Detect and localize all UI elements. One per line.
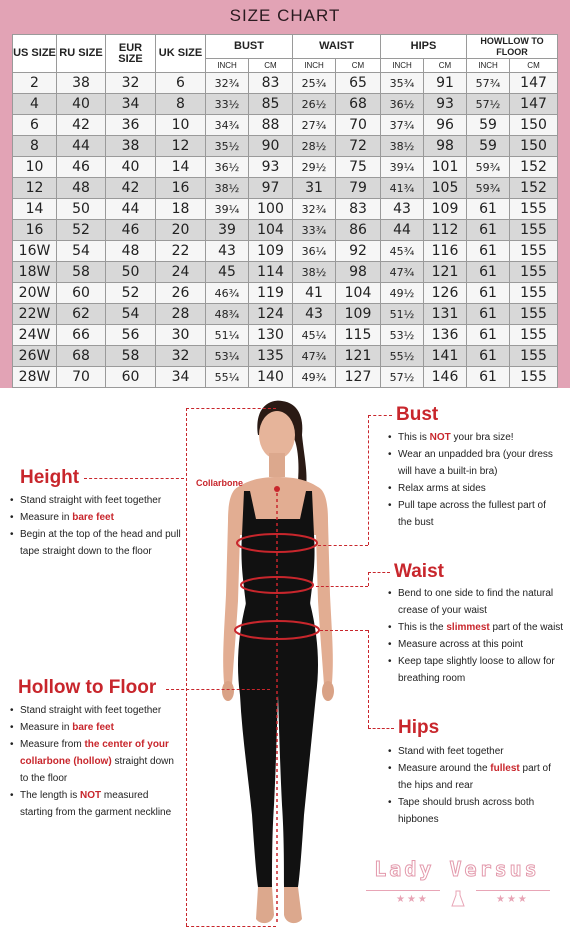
instruction-text: part of the waist xyxy=(489,622,564,633)
table-cell: 97 xyxy=(249,178,293,199)
table-cell: 18 xyxy=(156,199,206,220)
instruction-text: Measure in xyxy=(20,512,73,523)
highlighted-text: bare feet xyxy=(72,722,114,733)
table-cell: 70 xyxy=(336,115,381,136)
bust-leader-top xyxy=(368,415,392,416)
table-cell: 34 xyxy=(106,94,156,115)
table-cell: 105 xyxy=(424,178,467,199)
table-cell: 61 xyxy=(467,262,510,283)
table-cell: 119 xyxy=(249,283,293,304)
brand-stars-left: ★★★ xyxy=(396,894,429,905)
table-cell: 109 xyxy=(336,304,381,325)
table-cell: 25¾ xyxy=(293,73,336,94)
table-cell: 30 xyxy=(156,325,206,346)
table-cell: 38 xyxy=(106,136,156,157)
table-cell: 85 xyxy=(249,94,293,115)
table-cell: 59 xyxy=(467,136,510,157)
table-cell: 61 xyxy=(467,346,510,367)
table-row xyxy=(13,325,558,346)
table-row xyxy=(13,283,558,304)
table-cell: 155 xyxy=(510,325,558,346)
table-cell: 53½ xyxy=(381,325,424,346)
table-row xyxy=(13,136,558,157)
table-cell: 66 xyxy=(57,325,106,346)
table-cell: 4 xyxy=(13,94,57,115)
hollow-instruction-item xyxy=(10,736,182,787)
highlighted-text: NOT xyxy=(429,432,451,443)
instruction-text: Stand straight with feet together xyxy=(20,495,162,506)
table-cell: 32 xyxy=(156,346,206,367)
table-cell: 27¾ xyxy=(293,115,336,136)
hips-instruction-item xyxy=(388,760,560,794)
hollow-instruction-item xyxy=(10,702,182,719)
table-cell: 65 xyxy=(336,73,381,94)
table-row xyxy=(13,115,558,136)
table-cell: 34 xyxy=(156,367,206,388)
table-cell: 141 xyxy=(424,346,467,367)
table-cell: 155 xyxy=(510,346,558,367)
instruction-text: Tape should brush across both hipbones xyxy=(398,797,535,825)
table-cell: 2 xyxy=(13,73,57,94)
table-cell: 47¾ xyxy=(381,262,424,283)
hollow-to-floor-heading: Hollow to Floor xyxy=(18,677,157,698)
bust-instruction-item xyxy=(388,429,560,446)
table-cell: 152 xyxy=(510,157,558,178)
table-cell: 22W xyxy=(13,304,57,325)
table-row xyxy=(13,241,558,262)
table-cell: 150 xyxy=(510,115,558,136)
table-cell: 61 xyxy=(467,367,510,388)
table-cell: 43 xyxy=(206,241,249,262)
table-cell: 46¾ xyxy=(206,283,249,304)
header-inch: INCH xyxy=(467,59,510,73)
table-cell: 88 xyxy=(249,115,293,136)
dress-icon xyxy=(450,890,466,908)
hips-instruction-item xyxy=(388,743,560,760)
header-bust: BUST xyxy=(206,35,293,59)
hips-heading: Hips xyxy=(398,717,440,738)
table-cell: 38½ xyxy=(293,262,336,283)
waist-instruction-item xyxy=(388,653,564,687)
table-cell: 24 xyxy=(156,262,206,283)
bust-instruction-item xyxy=(388,497,560,531)
table-cell: 32¾ xyxy=(206,73,249,94)
table-cell: 26½ xyxy=(293,94,336,115)
table-row xyxy=(13,178,558,199)
brand-divider-right xyxy=(476,890,550,891)
table-cell: 44 xyxy=(57,136,106,157)
table-cell: 46 xyxy=(57,157,106,178)
table-cell: 61 xyxy=(467,199,510,220)
table-cell: 46 xyxy=(106,220,156,241)
hips-leader-bottom xyxy=(368,728,394,729)
height-instruction-item xyxy=(10,509,182,526)
table-cell: 39¼ xyxy=(381,157,424,178)
table-cell: 33¾ xyxy=(293,220,336,241)
table-cell: 14 xyxy=(13,199,57,220)
table-cell: 155 xyxy=(510,283,558,304)
instruction-text: Begin at the top of the head and pull tape straight down to the floor xyxy=(20,529,181,557)
table-cell: 127 xyxy=(336,367,381,388)
table-cell: 16 xyxy=(156,178,206,199)
brand-divider-left xyxy=(366,890,440,891)
height-bottom-line xyxy=(186,926,276,927)
chart-title: SIZE CHART xyxy=(229,6,341,25)
table-cell: 36½ xyxy=(381,94,424,115)
height-tape-line xyxy=(186,408,187,926)
instruction-text: Wear an unpadded bra (your dress will have a built-in bra) xyxy=(398,449,553,477)
bust-leader-vertical xyxy=(368,415,369,545)
header-cm: CM xyxy=(424,59,467,73)
waist-instruction-item xyxy=(388,636,564,653)
instruction-text: Stand straight with feet together xyxy=(20,705,162,716)
table-cell: 38½ xyxy=(381,136,424,157)
table-cell: 57¾ xyxy=(467,73,510,94)
hips-leader-vertical xyxy=(368,630,369,728)
table-cell: 130 xyxy=(249,325,293,346)
table-cell: 131 xyxy=(424,304,467,325)
table-row xyxy=(13,304,558,325)
waist-leader-top xyxy=(368,572,390,573)
instruction-text: Relax arms at sides xyxy=(398,483,486,494)
table-cell: 147 xyxy=(510,73,558,94)
waist-leader-vertical xyxy=(368,572,369,586)
table-cell: 42 xyxy=(106,178,156,199)
size-table xyxy=(12,34,558,388)
table-cell: 35½ xyxy=(206,136,249,157)
instruction-text: Measure from xyxy=(20,739,85,750)
table-cell: 40 xyxy=(57,94,106,115)
table-cell: 60 xyxy=(106,367,156,388)
size-table-body xyxy=(13,73,558,388)
height-instructions xyxy=(10,492,182,560)
table-cell: 75 xyxy=(336,157,381,178)
table-cell: 45¾ xyxy=(381,241,424,262)
table-cell: 50 xyxy=(106,262,156,283)
table-cell: 52 xyxy=(57,220,106,241)
table-cell: 16W xyxy=(13,241,57,262)
table-cell: 83 xyxy=(336,199,381,220)
table-cell: 41¾ xyxy=(381,178,424,199)
table-cell: 38½ xyxy=(206,178,249,199)
instruction-text: your bra size! xyxy=(450,432,514,443)
bust-instructions xyxy=(388,429,560,531)
bust-instruction-item xyxy=(388,446,560,480)
table-cell: 126 xyxy=(424,283,467,304)
table-cell: 98 xyxy=(336,262,381,283)
table-cell: 112 xyxy=(424,220,467,241)
table-cell: 45 xyxy=(206,262,249,283)
table-row xyxy=(13,94,558,115)
table-cell: 115 xyxy=(336,325,381,346)
collarbone-label: Collarbone xyxy=(196,478,244,488)
table-cell: 43 xyxy=(293,304,336,325)
table-cell: 51½ xyxy=(381,304,424,325)
instruction-text: Stand with feet together xyxy=(398,746,504,757)
table-cell: 48 xyxy=(106,241,156,262)
instruction-text: measured starting from the garment neckline xyxy=(20,790,172,818)
table-cell: 136 xyxy=(424,325,467,346)
header-hollow-to-floor: HOWLLOW TO FLOOR xyxy=(467,35,558,59)
header-hips: HIPS xyxy=(381,35,467,59)
table-cell: 12 xyxy=(156,136,206,157)
table-cell: 36¼ xyxy=(293,241,336,262)
table-cell: 101 xyxy=(424,157,467,178)
table-cell: 93 xyxy=(424,94,467,115)
table-cell: 42 xyxy=(57,115,106,136)
table-cell: 59¾ xyxy=(467,178,510,199)
table-cell: 96 xyxy=(424,115,467,136)
table-cell: 68 xyxy=(336,94,381,115)
table-cell: 26 xyxy=(156,283,206,304)
table-cell: 8 xyxy=(13,136,57,157)
table-cell: 140 xyxy=(249,367,293,388)
hips-instructions xyxy=(388,743,560,828)
table-cell: 61 xyxy=(467,283,510,304)
model-figure xyxy=(180,395,380,934)
table-row xyxy=(13,346,558,367)
height-instruction-item xyxy=(10,526,182,560)
bust-instruction-item xyxy=(388,480,560,497)
table-row xyxy=(13,199,558,220)
table-cell: 33½ xyxy=(206,94,249,115)
highlighted-text: NOT xyxy=(80,790,102,801)
table-cell: 61 xyxy=(467,304,510,325)
height-leader-line xyxy=(84,478,184,479)
table-cell: 26W xyxy=(13,346,57,367)
table-cell: 28½ xyxy=(293,136,336,157)
table-cell: 48¾ xyxy=(206,304,249,325)
table-cell: 58 xyxy=(57,262,106,283)
header-uk-size: UK SIZE xyxy=(156,35,206,73)
table-cell: 146 xyxy=(424,367,467,388)
height-top-line xyxy=(186,408,276,409)
header-ru-size: RU SIZE xyxy=(57,35,106,73)
table-cell: 155 xyxy=(510,199,558,220)
table-cell: 58 xyxy=(106,346,156,367)
table-cell: 50 xyxy=(57,199,106,220)
table-row xyxy=(13,367,558,388)
table-cell: 40 xyxy=(106,157,156,178)
table-cell: 109 xyxy=(249,241,293,262)
instruction-text: Pull tape across the fullest part of the bust xyxy=(398,500,546,528)
table-cell: 90 xyxy=(249,136,293,157)
header-waist: WAIST xyxy=(293,35,381,59)
table-cell: 49¾ xyxy=(293,367,336,388)
table-cell: 55¼ xyxy=(206,367,249,388)
table-cell: 32 xyxy=(106,73,156,94)
table-cell: 121 xyxy=(424,262,467,283)
hollow-leader-line xyxy=(166,689,270,690)
hollow-to-floor-instructions xyxy=(10,702,182,821)
waist-instructions xyxy=(388,585,564,687)
table-cell: 28 xyxy=(156,304,206,325)
table-cell: 60 xyxy=(57,283,106,304)
table-cell: 57½ xyxy=(467,94,510,115)
hips-leader-top xyxy=(320,630,368,631)
brand-stars-right: ★★★ xyxy=(496,894,529,905)
table-cell: 6 xyxy=(156,73,206,94)
header-cm: CM xyxy=(249,59,293,73)
table-cell: 79 xyxy=(336,178,381,199)
size-chart-panel xyxy=(0,0,570,388)
table-cell: 104 xyxy=(336,283,381,304)
table-cell: 59¾ xyxy=(467,157,510,178)
table-cell: 47¾ xyxy=(293,346,336,367)
instruction-text: Bend to one side to find the natural crease of your waist xyxy=(398,588,554,616)
table-cell: 44 xyxy=(381,220,424,241)
table-cell: 10 xyxy=(156,115,206,136)
height-instruction-item xyxy=(10,492,182,509)
table-cell: 61 xyxy=(467,220,510,241)
highlighted-text: slimmest xyxy=(446,622,490,633)
table-cell: 49½ xyxy=(381,283,424,304)
instruction-text: straight down to the floor xyxy=(20,756,174,784)
instruction-text: part of the hips and rear xyxy=(398,763,551,791)
table-cell: 38 xyxy=(57,73,106,94)
table-cell: 52 xyxy=(106,283,156,304)
table-cell: 14 xyxy=(156,157,206,178)
table-cell: 16 xyxy=(13,220,57,241)
table-cell: 31 xyxy=(293,178,336,199)
highlighted-text: the center of your collarbone (hollow) xyxy=(20,739,169,767)
table-row xyxy=(13,73,558,94)
table-cell: 29½ xyxy=(293,157,336,178)
table-cell: 124 xyxy=(249,304,293,325)
table-cell: 152 xyxy=(510,178,558,199)
table-cell: 155 xyxy=(510,262,558,283)
table-cell: 10 xyxy=(13,157,57,178)
table-cell: 62 xyxy=(57,304,106,325)
highlighted-text: bare feet xyxy=(72,512,114,523)
table-cell: 135 xyxy=(249,346,293,367)
table-cell: 114 xyxy=(249,262,293,283)
waist-heading: Waist xyxy=(394,561,444,582)
table-cell: 57½ xyxy=(381,367,424,388)
table-cell: 12 xyxy=(13,178,57,199)
table-cell: 72 xyxy=(336,136,381,157)
table-row xyxy=(13,262,558,283)
table-cell: 54 xyxy=(57,241,106,262)
table-cell: 150 xyxy=(510,136,558,157)
table-cell: 104 xyxy=(249,220,293,241)
table-cell: 32¾ xyxy=(293,199,336,220)
table-cell: 36 xyxy=(106,115,156,136)
header-inch: INCH xyxy=(293,59,336,73)
table-row xyxy=(13,220,558,241)
header-inch: INCH xyxy=(381,59,424,73)
table-cell: 155 xyxy=(510,304,558,325)
header-cm: CM xyxy=(336,59,381,73)
table-cell: 45¼ xyxy=(293,325,336,346)
header-eur-size: EUR SIZE xyxy=(106,35,156,73)
table-cell: 98 xyxy=(424,136,467,157)
table-cell: 155 xyxy=(510,220,558,241)
table-row xyxy=(13,157,558,178)
instruction-text: This is xyxy=(398,432,430,443)
table-cell: 55½ xyxy=(381,346,424,367)
hips-instruction-item xyxy=(388,794,560,828)
waist-leader-bottom xyxy=(316,586,368,587)
height-heading: Height xyxy=(20,467,80,488)
header-inch: INCH xyxy=(206,59,249,73)
table-cell: 109 xyxy=(424,199,467,220)
table-cell: 43 xyxy=(381,199,424,220)
bust-leader-bottom xyxy=(318,545,368,546)
table-cell: 92 xyxy=(336,241,381,262)
instruction-text: Measure across at this point xyxy=(398,639,524,650)
table-cell: 100 xyxy=(249,199,293,220)
table-cell: 48 xyxy=(57,178,106,199)
table-cell: 41 xyxy=(293,283,336,304)
table-cell: 44 xyxy=(106,199,156,220)
table-cell: 35¾ xyxy=(381,73,424,94)
table-cell: 155 xyxy=(510,367,558,388)
table-cell: 51¼ xyxy=(206,325,249,346)
table-cell: 116 xyxy=(424,241,467,262)
table-cell: 91 xyxy=(424,73,467,94)
table-cell: 28W xyxy=(13,367,57,388)
table-cell: 20 xyxy=(156,220,206,241)
table-cell: 61 xyxy=(467,325,510,346)
waist-instruction-item xyxy=(388,619,564,636)
table-cell: 8 xyxy=(156,94,206,115)
table-cell: 68 xyxy=(57,346,106,367)
table-cell: 61 xyxy=(467,241,510,262)
highlighted-text: fullest xyxy=(490,763,520,774)
table-cell: 155 xyxy=(510,241,558,262)
table-cell: 56 xyxy=(106,325,156,346)
table-cell: 121 xyxy=(336,346,381,367)
bust-heading: Bust xyxy=(396,404,439,425)
table-cell: 70 xyxy=(57,367,106,388)
instruction-text: Measure around the xyxy=(398,763,491,774)
table-cell: 39 xyxy=(206,220,249,241)
header-us-size: US SIZE xyxy=(13,35,57,73)
instruction-text: This is the xyxy=(398,622,447,633)
table-cell: 93 xyxy=(249,157,293,178)
table-cell: 39¼ xyxy=(206,199,249,220)
table-cell: 34¾ xyxy=(206,115,249,136)
table-cell: 20W xyxy=(13,283,57,304)
table-cell: 53¼ xyxy=(206,346,249,367)
table-cell: 6 xyxy=(13,115,57,136)
hollow-instruction-item xyxy=(10,719,182,736)
table-cell: 86 xyxy=(336,220,381,241)
waist-instruction-item xyxy=(388,585,564,619)
table-cell: 37¾ xyxy=(381,115,424,136)
table-cell: 36½ xyxy=(206,157,249,178)
table-cell: 83 xyxy=(249,73,293,94)
header-cm: CM xyxy=(510,59,558,73)
brand-logo: Lady Versus xyxy=(374,857,540,881)
table-cell: 147 xyxy=(510,94,558,115)
instruction-text: Measure in xyxy=(20,722,73,733)
instruction-text: The length is xyxy=(20,790,81,801)
table-cell: 22 xyxy=(156,241,206,262)
table-cell: 59 xyxy=(467,115,510,136)
instruction-text: Keep tape slightly loose to allow for breathing room xyxy=(398,656,555,684)
table-cell: 54 xyxy=(106,304,156,325)
table-cell: 18W xyxy=(13,262,57,283)
table-cell: 24W xyxy=(13,325,57,346)
hollow-instruction-item xyxy=(10,787,182,821)
